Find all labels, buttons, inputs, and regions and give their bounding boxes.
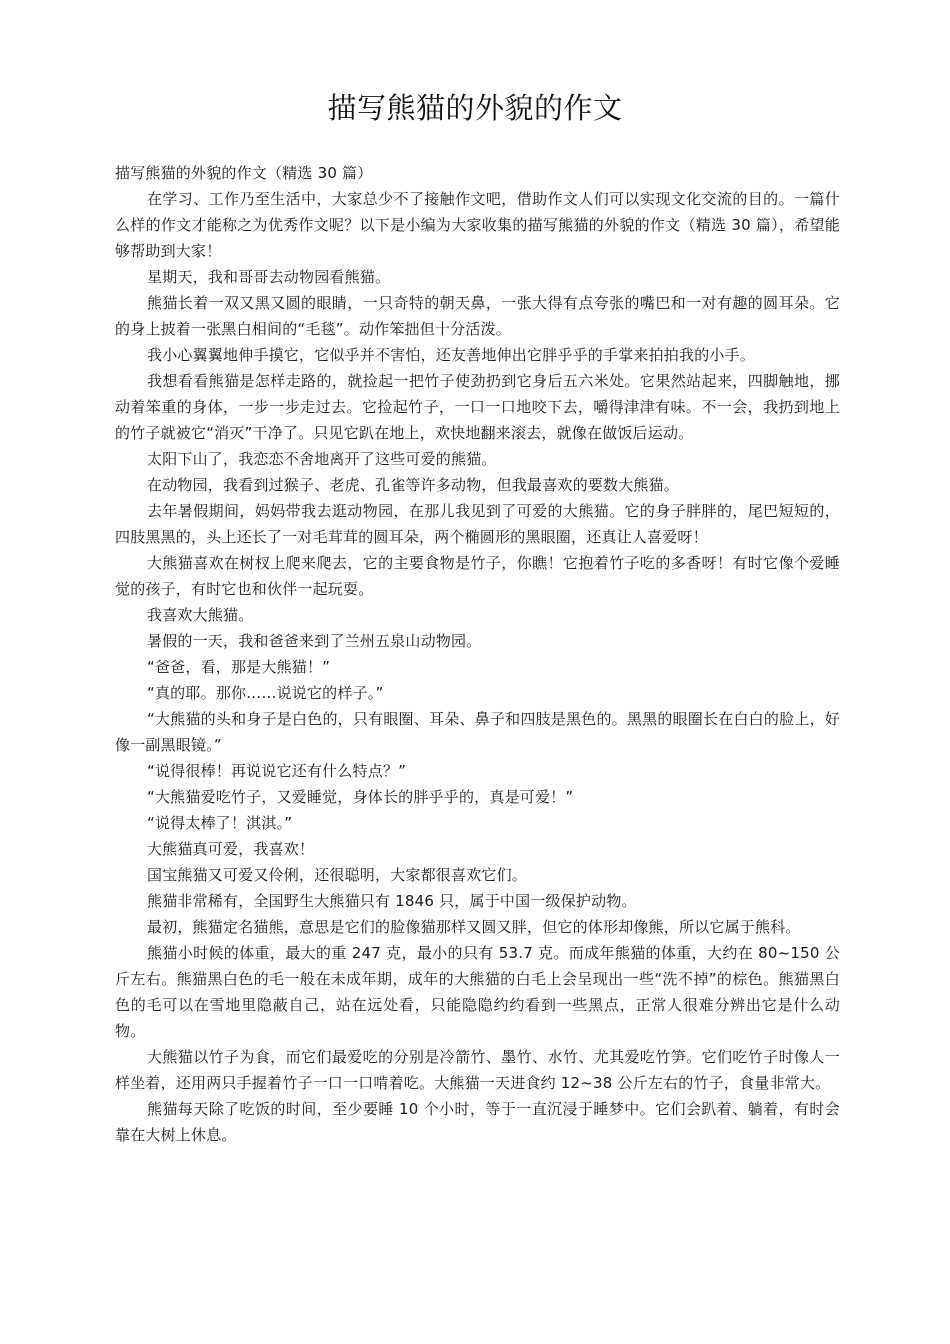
paragraph: “大熊猫的头和身子是白色的，只有眼圈、耳朵、鼻子和四肢是黑色的。黑黑的眼圈长在白白的脸上，好像一副黑眼镜。” — [115, 710, 840, 754]
document-subtitle: 描写熊猫的外貌的作文（精选 30 篇） — [115, 164, 373, 182]
paragraph: 太阳下山了，我恋恋不舍地离开了这些可爱的熊猫。 — [147, 450, 497, 468]
paragraph: “爸爸，看，那是大熊猫！” — [147, 658, 331, 676]
paragraph: 去年暑假期间，妈妈带我去逛动物园，在那儿我见到了可爱的大熊猫。它的身子胖胖的，尾巴短短的，四肢黑黑的，头上还长了一对毛茸茸的圆耳朵，两个椭圆形的黑眼圈，还真让人喜爱呀！ — [115, 502, 840, 546]
paragraph: 熊猫非常稀有，全国野生大熊猫只有 1846 只，属于中国一级保护动物。 — [147, 892, 637, 910]
paragraph: 大熊猫以竹子为食，而它们最爱吃的分别是冷箭竹、墨竹、水竹、尤其爱吃竹笋。它们吃竹子时像人一样坐着，还用两只手握着竹子一口一口啃着吃。大熊猫一天进食约 12~38 公斤左右的竹子，食量非常大。 — [115, 1048, 840, 1092]
paragraph: 我想看看熊猫是怎样走路的，就捡起一把竹子使劲扔到它身后五六米处。它果然站起来，四脚触地，挪动着笨重的身体，一步一步走过去。它捡起竹子，一口一口地咬下去，嚼得津津有味。不一会，我扔到地上的竹子就被它“消灭”干净了。只见它趴在地上，欢快地翻来滚去，就像在做饭后运动。 — [115, 372, 840, 442]
paragraph: “大熊猫爱吃竹子，又爱睡觉，身体长的胖乎乎的，真是可爱！” — [147, 788, 574, 806]
paragraph: “真的耶。那你……说说它的样子。” — [147, 684, 384, 702]
paragraph: 在动物园，我看到过猴子、老虎、孔雀等许多动物，但我最喜欢的要数大熊猫。 — [147, 476, 680, 494]
paragraph: 最初，熊猫定名猫熊，意思是它们的脸像猫那样又圆又胖，但它的体形却像熊，所以它属于熊科。 — [147, 918, 801, 936]
paragraph: 星期天，我和哥哥去动物园看熊猫。 — [147, 268, 391, 286]
paragraph: 大熊猫喜欢在树杈上爬来爬去，它的主要食物是竹子，你瞧！它抱着竹子吃的多香呀！有时它像个爱睡觉的孩子，有时它也和伙伴一起玩耍。 — [115, 554, 840, 598]
paragraph: 在学习、工作乃至生活中，大家总少不了接触作文吧，借助作文人们可以实现文化交流的目的。一篇什么样的作文才能称之为优秀作文呢？以下是小编为大家收集的描写熊猫的外貌的作文（精选 30 篇），希望能够帮助到大家！ — [115, 190, 840, 260]
paragraph: 我小心翼翼地伸手摸它，它似乎并不害怕，还友善地伸出它胖乎乎的手掌来拍拍我的小手。 — [147, 346, 756, 364]
document-title: 描写熊猫的外貌的作文 — [327, 91, 623, 125]
paragraph: 熊猫每天除了吃饭的时间，至少要睡 10 个小时，等于一直沉浸于睡梦中。它们会趴着、躺着，有时会靠在大树上休息。 — [115, 1100, 840, 1144]
paragraph: “说得很棒！再说说它还有什么特点？” — [147, 762, 407, 780]
paragraph: 暑假的一天，我和爸爸来到了兰州五泉山动物园。 — [147, 632, 482, 650]
paragraph: 我喜欢大熊猫。 — [147, 606, 254, 624]
paragraph: 大熊猫真可爱，我喜欢！ — [147, 840, 315, 858]
document-body — [115, 160, 840, 1148]
paragraph: “说得太棒了！淇淇。” — [147, 814, 293, 832]
paragraph: 熊猫小时候的体重，最大的重 247 克，最小的只有 53.7 克。而成年熊猫的体重，大约在 80~150 公斤左右。熊猫黑白色的毛一般在未成年期，成年的大熊猫的白毛上会呈现出一些“洗不掉”的棕色。熊猫黑白色的毛可以在雪地里隐蔽自己，站在远处看，只能隐隐约约看到一些黑点，正常人很难分辨出它是什么动物。 — [115, 944, 840, 1040]
paragraph: 熊猫长着一双又黑又圆的眼睛，一只奇特的朝天鼻，一张大得有点夸张的嘴巴和一对有趣的圆耳朵。它的身上披着一张黑白相间的“毛毯”。动作笨拙但十分活泼。 — [115, 294, 840, 338]
paragraph: 国宝熊猫又可爱又伶俐，还很聪明，大家都很喜欢它们。 — [147, 866, 528, 884]
